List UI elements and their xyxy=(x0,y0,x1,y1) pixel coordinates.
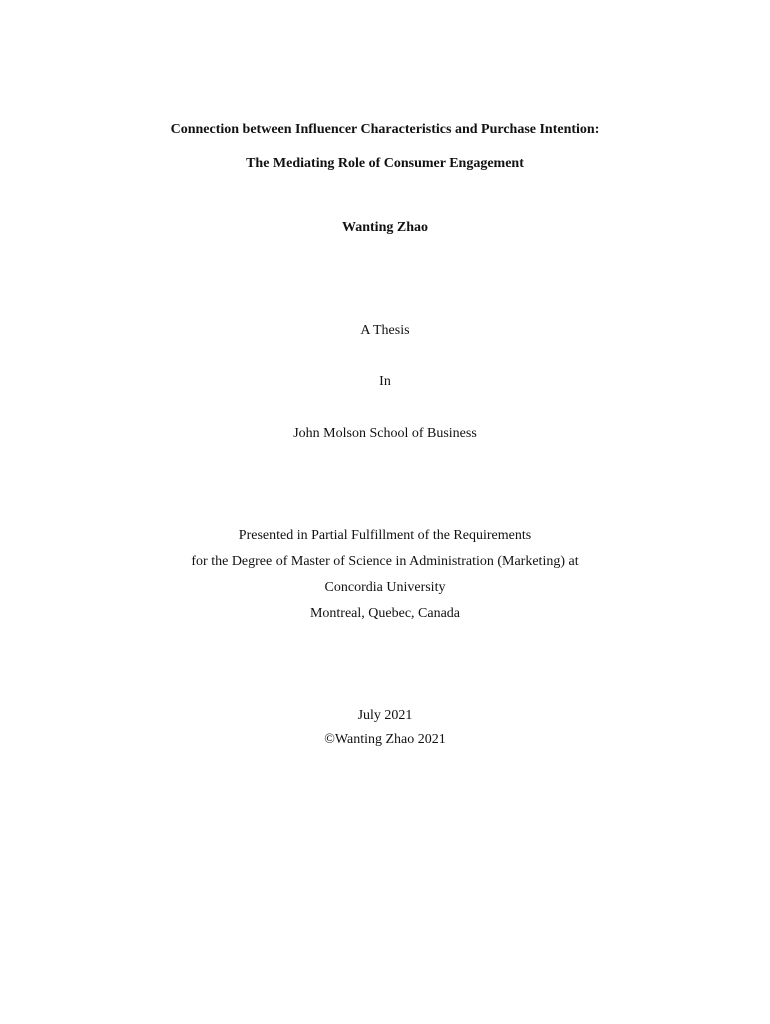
thesis-in: In xyxy=(379,374,391,389)
date: July 2021 xyxy=(357,708,413,723)
location: Montreal, Quebec, Canada xyxy=(309,606,461,621)
author-name: Wanting Zhao xyxy=(342,220,428,235)
copyright: ©Wanting Zhao 2021 xyxy=(324,732,446,747)
thesis-title-line-1: Connection between Influencer Characteristics and Purchase Intention: xyxy=(170,122,600,137)
fulfillment-line-1: Presented in Partial Fulfillment of the Requirements xyxy=(238,528,532,543)
fulfillment-line-2: for the Degree of Master of Science in Administration (Marketing) at xyxy=(191,554,579,569)
university-name: Concordia University xyxy=(324,580,446,595)
thesis-title-line-2: The Mediating Role of Consumer Engagement xyxy=(246,156,524,171)
thesis-label: A Thesis xyxy=(360,323,410,338)
school-name: John Molson School of Business xyxy=(293,426,477,441)
